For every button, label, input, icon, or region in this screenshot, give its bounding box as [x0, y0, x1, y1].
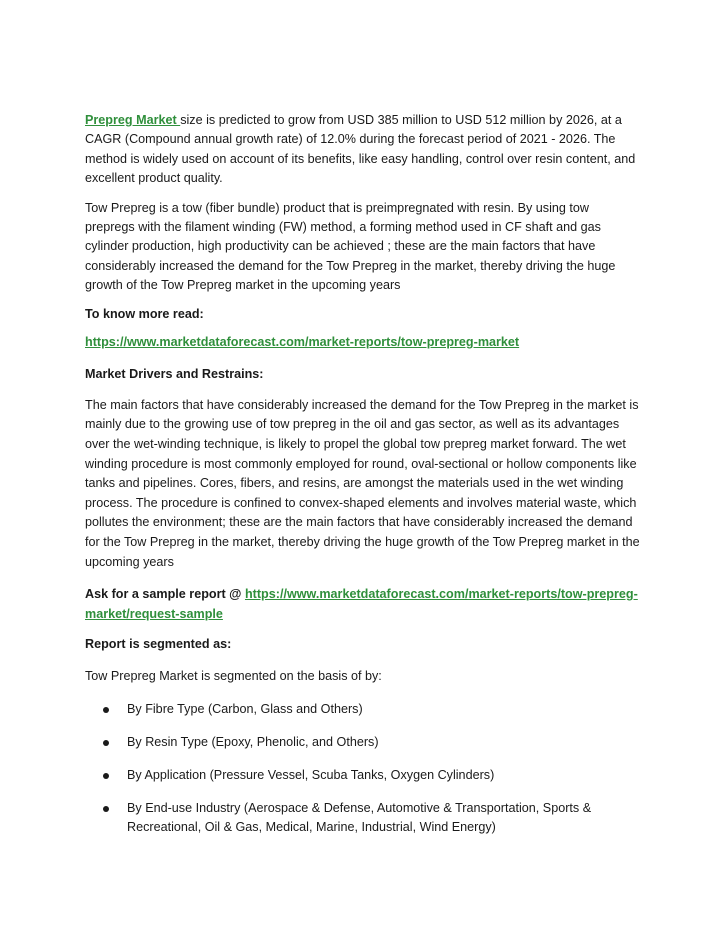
tow-prepreg-paragraph: Tow Prepreg is a tow (fiber bundle) product that is preimpregnated with resin. By using tow prepregs with the filament winding (FW) method, a forming method used in CF shaft and gas cylinder production, high productivity can be achieved ; these are the main factors that have considerably increased the demand for the Tow Prepreg in the market, thereby driving the huge growth of the Tow Prepreg market in the upcoming years	[85, 200, 616, 293]
know-more-link-line	[85, 333, 640, 352]
list-item-text: By Application (Pressure Vessel, Scuba Tanks, Oxygen Cylinders)	[127, 767, 495, 782]
drivers-heading: Market Drivers and Restrains:	[85, 367, 264, 382]
sample-report-label: Ask for a sample report @	[85, 587, 245, 602]
document-body	[85, 111, 640, 851]
list-item-text: By Resin Type (Epoxy, Phenolic, and Others)	[127, 734, 379, 749]
bullet-icon	[103, 773, 109, 779]
bullet-icon	[103, 740, 109, 746]
intro-paragraph	[85, 111, 640, 189]
list-item-text: By End-use Industry (Aerospace & Defense, Automotive & Transportation, Sports & Recreational, Oil & Gas, Medical, Marine, Industrial, Wind Energy)	[127, 800, 592, 834]
know-more-heading: To know more read:	[85, 306, 204, 321]
report-heading: Report is segmented as:	[85, 637, 232, 652]
list-item	[85, 766, 640, 785]
segment-list	[85, 700, 640, 838]
segmentation-intro: Tow Prepreg Market is segmented on the basis of by:	[85, 669, 382, 684]
intro-text: size is predicted to grow from USD 385 million to USD 512 million by 2026, at a CAGR (Compound annual growth rate) of 12.0% during the forecast period of 2021 - 2026. The method is widely used on account of its benefits, like easy handling, control over resin content, and excellent product quality.	[85, 113, 636, 186]
list-item-text: By Fibre Type (Carbon, Glass and Others)	[127, 701, 363, 716]
sample-report-link[interactable]: https://www.marketdataforecast.com/market-reports/tow-prepreg-market/request-sample	[85, 587, 638, 621]
list-item	[85, 700, 640, 719]
prepreg-market-link[interactable]: Prepreg Market	[85, 113, 181, 127]
sample-report-line	[85, 585, 640, 624]
know-more-link[interactable]: https://www.marketdataforecast.com/market-reports/tow-prepreg-market	[85, 335, 520, 350]
list-item	[85, 733, 640, 752]
bullet-icon	[103, 707, 109, 713]
bullet-icon	[103, 806, 109, 812]
drivers-paragraph: The main factors that have considerably increased the demand for the Tow Prepreg in the market is mainly due to the growing use of tow prepreg in the oil and gas sector, as well as its advantages over the wet-winding technique, is likely to propel the global tow prepreg market forward. The wet winding procedure is most commonly employed for round, oval-sectional or hollow components like tanks and pipelines. Cores, fibers, and resins, are amongst the materials used in the wet winding process. The procedure is confined to convex-shaped elements and involves material waste, which pollutes the environment; these are the main factors that have considerably increased the demand for the Tow Prepreg in the market, thereby driving the huge growth of the Tow Prepreg market in the upcoming years	[85, 397, 640, 569]
list-item	[85, 799, 640, 838]
